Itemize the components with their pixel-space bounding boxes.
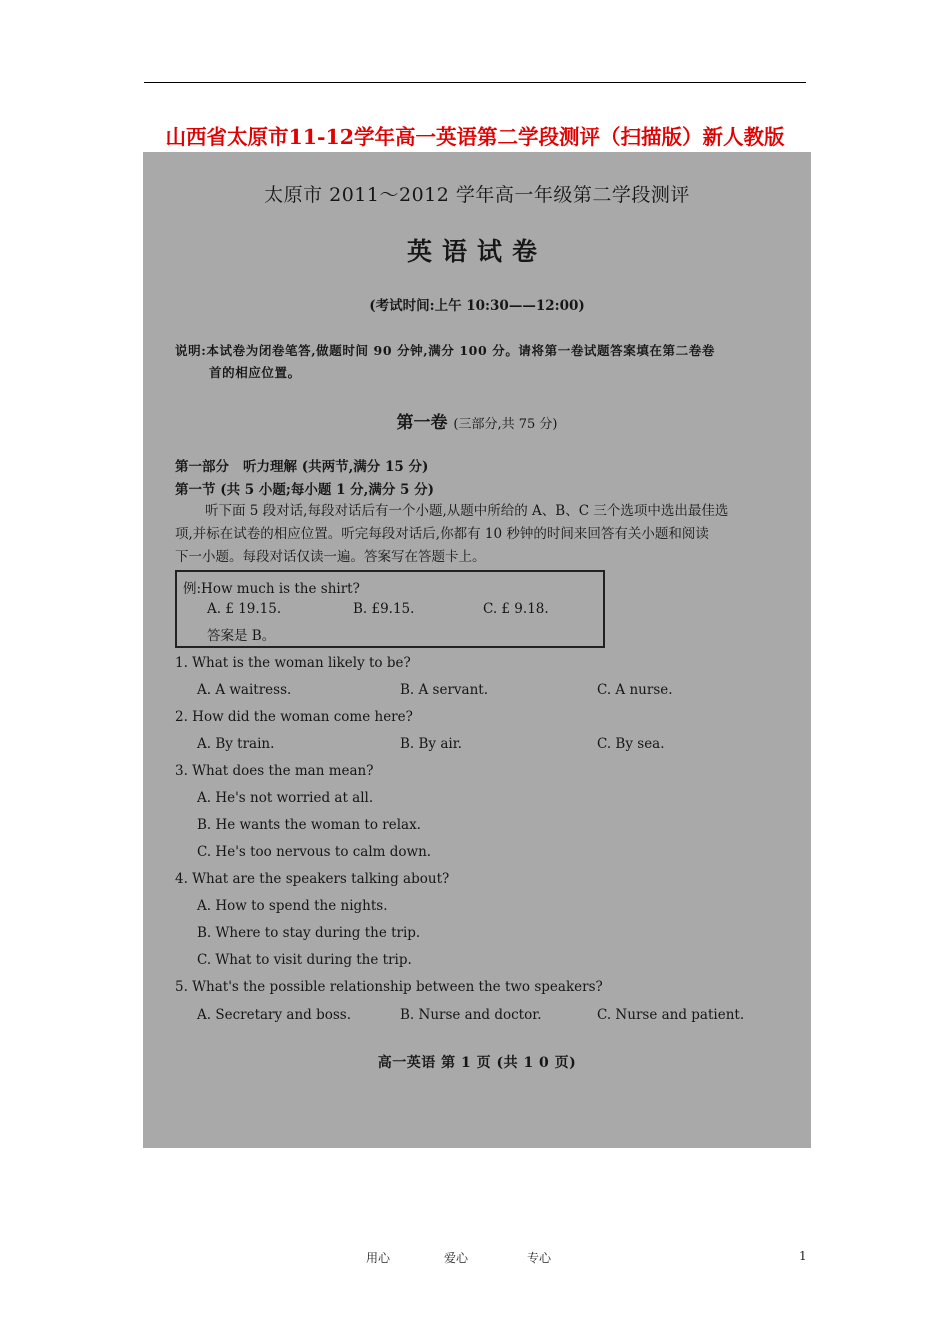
scan-page-footer: 高一英语 第 1 页 (共 1 0 页) — [377, 1055, 577, 1071]
question-2-option-c: C. By sea. — [597, 736, 665, 752]
top-rule — [144, 82, 806, 83]
question-4-option-a: A. How to spend the nights. — [197, 898, 388, 914]
instructions — [175, 340, 715, 384]
example-box — [175, 570, 605, 648]
question-3: 3. What does the man mean? — [175, 763, 374, 779]
example-question: 例:How much is the shirt? — [183, 581, 360, 597]
directions-line-3: 下一小题。每段对话仅读一遍。答案写在答题卡上。 — [175, 549, 486, 565]
part-name: 听力理解 (共两节,满分 15 分) — [243, 459, 429, 475]
question-4-option-c: C. What to visit during the trip. — [197, 952, 412, 968]
question-1-option-a: A. A waitress. — [197, 682, 292, 698]
question-2-option-b: B. By air. — [400, 736, 462, 752]
question-3-option-c: C. He's too nervous to calm down. — [197, 844, 432, 860]
page-number: 1 — [799, 1249, 807, 1263]
question-5-option-c: C. Nurse and patient. — [597, 1007, 745, 1023]
example-option-c: C. £ 9.18. — [483, 601, 549, 617]
question-5-option-a: A. Secretary and boss. — [197, 1007, 352, 1023]
question-5-option-b: B. Nurse and doctor. — [400, 1007, 542, 1023]
footer-word-3: 专心 — [527, 1251, 552, 1265]
exam-header: 太原市 2011～2012 学年高一年级第二学段测评 — [264, 184, 690, 206]
instructions-line-2: 首的相应位置。 — [209, 365, 301, 380]
question-3-option-a: A. He's not worried at all. — [197, 790, 374, 806]
example-answer: 答案是 B。 — [207, 628, 276, 644]
scanned-exam-page — [143, 152, 811, 1148]
question-2: 2. How did the woman come here? — [175, 709, 413, 725]
footer-word-1: 用心 — [366, 1251, 391, 1265]
question-1: 1. What is the woman likely to be? — [175, 655, 411, 671]
volume-heading — [143, 408, 811, 433]
question-1-option-b: B. A servant. — [400, 682, 489, 698]
directions — [175, 500, 789, 569]
part-heading — [175, 455, 428, 475]
question-3-option-b: B. He wants the woman to relax. — [197, 817, 421, 833]
directions-line-2: 项,并标在试卷的相应位置。听完每段对话后,你都有 10 秒钟的时间来回答有关小题和阅读 — [175, 526, 709, 542]
example-option-a: A. £ 19.15. — [207, 601, 282, 617]
volume-title: 第一卷 — [396, 413, 448, 433]
question-1-option-c: C. A nurse. — [597, 682, 673, 698]
question-4: 4. What are the speakers talking about? — [175, 871, 450, 887]
footer-word-2: 爱心 — [444, 1251, 469, 1265]
directions-line-1: 听下面 5 段对话,每段对话后有一个小题,从题中所给的 A、B、C 三个选项中选出最佳选 — [205, 503, 729, 519]
question-2-option-a: A. By train. — [197, 736, 275, 752]
exam-time: (考试时间:上午 10:30——12:00) — [369, 298, 585, 314]
example-option-b: B. £9.15. — [353, 601, 415, 617]
part-title: 第一部分 — [175, 459, 229, 475]
section-heading: 第一节 (共 5 小题;每小题 1 分,满分 5 分) — [175, 482, 435, 498]
volume-subtitle: (三部分,共 75 分) — [453, 417, 558, 432]
paper-title: 英语试卷 — [406, 237, 547, 266]
question-4-option-b: B. Where to stay during the trip. — [197, 925, 421, 941]
question-5: 5. What's the possible relationship between the two speakers? — [175, 979, 603, 995]
instructions-line-1: 说明:本试卷为闭卷笔答,做题时间 90 分钟,满分 100 分。请将第一卷试题答案填在第二卷卷 — [175, 343, 715, 358]
document-title: 山西省太原市11-12学年高一英语第二学段测评（扫描版）新人教版 — [165, 125, 785, 149]
